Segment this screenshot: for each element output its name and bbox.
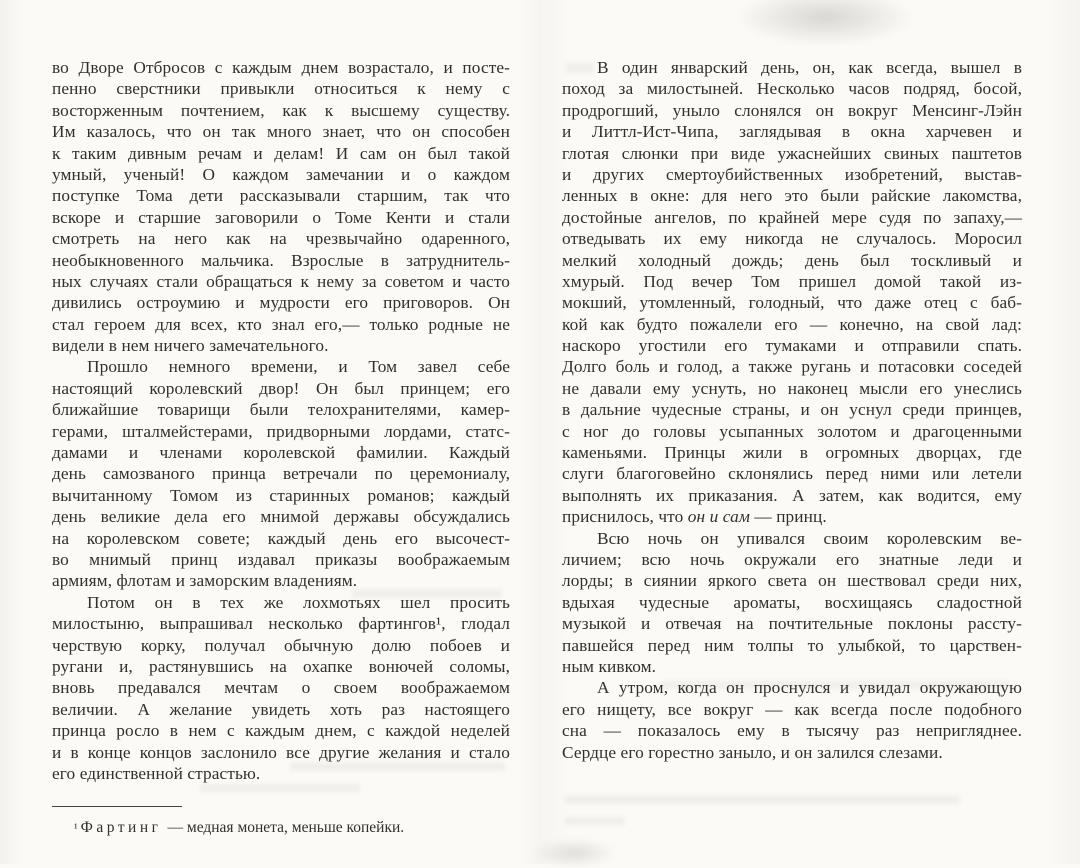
text-line: Долго боль и голод, а также ругань и потасовки соседей (562, 357, 1022, 377)
text-line: павшейся перед ним толпы то улыбкой, то царствен- (562, 635, 1022, 655)
text-line: его нищету, все вокруг — как всегда после подобного (562, 699, 1022, 719)
text-line: смотреть на него как на чрезвычайно одаренного, (52, 229, 510, 249)
text-line: восторженным почтением, как к высшему существу. (52, 100, 510, 120)
text-line: приснилось, что он и сам — принц. (562, 507, 827, 527)
text-line: слуги благоговейно склонялись перед ними или летели (562, 464, 1022, 484)
right-page-text (562, 57, 1022, 763)
text-line: поход за милостыней. Несколько часов подряд, босой, (562, 79, 1022, 99)
text-line: музыкой и отвечая на почтительные поклоны рассту- (562, 614, 1022, 634)
text-line: Всю ночь он упивался своим королевским ве- (597, 528, 1022, 548)
text-line: герами, шталмейстерами, придворными лордами, статс- (52, 421, 510, 441)
text-line: личием; всю ночь окружали его знатные леди и (562, 549, 1022, 569)
text-line: ругани и, растянувшись на охапке вонючей соломы, (52, 656, 510, 676)
text-line: вдыхая чудесные ароматы, восхищаясь сладостной (562, 592, 1022, 612)
text-line: в дальние чудесные страны, и он уснул среди принцев, (562, 400, 1022, 420)
text-line: во мнимый принц издавал приказы воображаемым (52, 549, 510, 569)
text-line: во Дворе Отбросов с каждым днем возрастало, и посте- (52, 58, 510, 77)
text-line: Прошло немного времени, и Том завел себе (87, 357, 510, 377)
text-line: сна — показалось ему в тысячу раз непригляднее. (562, 721, 1022, 741)
text-line: с ног до головы усыпанных золотом и драгоценными (562, 421, 1022, 441)
footnote-marker: ¹ (74, 821, 78, 835)
text-line: Потом он в тех же лохмотьях шел просить (87, 592, 510, 612)
text-line: черствую корку, получал обычную долю побоев и (52, 635, 510, 655)
text-line: дамами и членами королевской фамилии. Каждый (52, 443, 510, 463)
text-line: кой как будто пожалели его — конечно, на свой лад: (562, 314, 1022, 334)
text-line: вскоре и старшие заговорили о Томе Кенти и стали (52, 207, 510, 227)
text-line: А утром, когда он проснулся и увидал окружающую (597, 678, 1022, 698)
text-line: милостыню, выпрашивал несколько фартингов¹, глодал (52, 614, 510, 634)
text-line: необыкновенного мальчика. Взрослые в затруднитель- (52, 250, 510, 270)
text-line: Им казалось, что он так много знает, что он способен (52, 122, 510, 142)
bleed-through-artifact (200, 784, 360, 792)
footnote-term: Фартинг (80, 819, 162, 836)
text-line: настоящий королевский двор! Он был принцем; его (52, 378, 510, 398)
text-line: и Литтл-Ист-Чипа, заглядывая в окна харчевен и (562, 122, 1022, 142)
text-line: мелкий холодный дождь; день был тоскливый и (562, 250, 1022, 270)
text-line: видели в нем ничего замечательного. (52, 336, 329, 356)
bleed-through-artifact (565, 795, 960, 804)
text-line: его единственной страстью. (52, 763, 261, 783)
scan-smudge (735, 0, 915, 46)
text-line: наскоро угостили его тумаками и отправили спать. (562, 336, 1022, 356)
text-line: стал героем для всех, кто знал его,— только родные не (52, 314, 510, 334)
left-page-text (52, 57, 510, 784)
text-line: продрогший, уныло слонялся он вокруг Менсинг-Лэйн (562, 100, 1022, 120)
text-line: величии. А желание увидеть хоть раз настоящего (52, 699, 510, 719)
text-line: день самозваного принца ветречали по церемониалу, (52, 464, 510, 484)
text-line: В один январский день, он, как всегда, вышел в (597, 58, 1022, 77)
text-line: умный, ученый! О каждом замечании и о каждом (52, 164, 510, 184)
footnote (52, 818, 510, 838)
text-line: каменьями. Принцы жили в огромных дворцах, где (562, 443, 1022, 463)
text-line: ближайшие товарищи были телохранителями, камер- (52, 400, 510, 420)
text-line: вновь предавался мечтам о своем воображаемом (52, 678, 510, 698)
footnote-separator (52, 806, 182, 807)
text-line: лорды; в сиянии яркого света он шествовал среди них, (562, 571, 1022, 591)
text-line: и других смертоубийственных изобретений, выстав- (562, 164, 1022, 184)
text-line: принца росло в нем с каждым днем, с каждой неделей (52, 721, 510, 741)
text-line: ным кивком. (562, 656, 657, 676)
text-line: день великие дела его мнимой державы обсуждались (52, 507, 510, 527)
footnote-text: — медная монета, меньше копейки. (167, 819, 405, 836)
bleed-through-artifact (565, 817, 625, 825)
text-line: не давали ему уснуть, но наконец мысли его унеслись (562, 378, 1022, 398)
text-line: достойные ангелов, по крайней мере судя по запаху,— (562, 207, 1022, 227)
text-line: и в конце концов заслонило все другие желания и стало (52, 742, 510, 762)
text-line: ных случаях стали обращаться к нему за советом и часто (52, 271, 510, 291)
text-line: дивились остроумию и мудрости его приговоров. Он (52, 293, 510, 313)
text-line: армиям, флотам и заморским владениям. (52, 571, 358, 591)
text-line: Сердце его горестно заныло, и он залился слезами. (562, 742, 943, 762)
text-line: к таким дивным речам и делам! И сам он был такой (52, 143, 510, 163)
text-line: ленных в окне: для него это были райские лакомства, (562, 186, 1022, 206)
text-line: хмурый. Под вечер Том пришел домой такой из- (562, 271, 1022, 291)
text-line: глотая слюнки при виде ужаснейших свиных паштетов (562, 143, 1022, 163)
text-line: поступке Тома дети рассказывали старшим, так что (52, 186, 510, 206)
text-line: мокший, утомленный, голодный, что даже отец с баб- (562, 293, 1022, 313)
text-line: выполнять их приказания. А затем, как водится, ему (562, 485, 1022, 505)
text-line: отведывать их ему никогда не случалось. Моросил (562, 229, 1022, 249)
text-line: вычитанному Томом из старинных романов; каждый (52, 485, 510, 505)
text-line: на королевском совете; каждый день его высочест- (52, 528, 510, 548)
text-line: пенно сверстники привыкли относиться к нему с (52, 79, 510, 99)
